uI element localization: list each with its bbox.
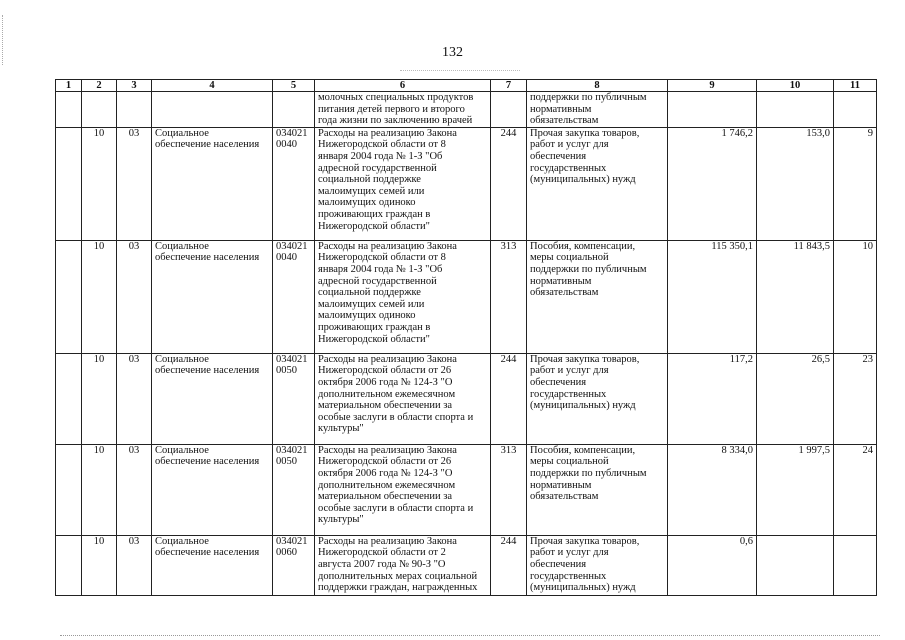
cell-description-text: Расходы на реализацию Закона Нижегородской области от 2 августа 2007 года № 90-З "О дополнительных мерах социальной поддержки граждан, награжденных [318,535,478,594]
cell-expense-type-text: Прочая закупка товаров, работ и услуг для обеспечения государственных (муниципальных) нужд [530,535,640,594]
cell-subsection [117,353,152,444]
cell-description [315,240,491,353]
cell-target-code [273,444,315,535]
cell-section-name-text: Социальное обеспечение населения [155,127,260,151]
cell-row-id [834,353,877,444]
cell-amount [668,353,757,444]
cell-section-name-text: Социальное обеспечение населения [155,240,260,264]
cell-expense-code [491,240,527,353]
cell-amount-2-text: 11 843,5 [793,240,830,252]
scan-artifact-top [400,70,520,72]
cell-target-code [273,353,315,444]
cell-section-text: 10 [93,353,105,365]
table-row [56,444,877,535]
cell-col1 [56,444,82,535]
cell-amount-text: 117,2 [729,353,753,365]
cell-target-code [273,535,315,595]
header-row [56,80,877,92]
cell-amount-text: 1 746,2 [721,127,753,139]
cell-subsection [117,535,152,595]
col-header-11: 11 [834,80,877,92]
cell-target-code [273,127,315,240]
cell-expense-type [527,240,668,353]
cell-expense-type [527,444,668,535]
cell-target-code [273,240,315,353]
cell-amount-2 [757,444,834,535]
cell-expense-code [491,535,527,595]
table-row [56,535,877,595]
cell-section-name-text: Социальное обеспечение населения [155,535,260,559]
cell-section-name [152,240,273,353]
table-row [56,127,877,240]
cell-section-name [152,353,273,444]
cell-expense-code-text: 244 [500,535,517,547]
cell-subsection-text: 03 [128,444,140,456]
cell-target-code-text: 034021 0040 [276,127,308,151]
cell-amount-text: 0,6 [739,535,753,547]
table-row [56,240,877,353]
cell-amount-2 [757,127,834,240]
cell-expense-code [491,353,527,444]
cell-section [82,353,117,444]
carryover-expense-type [527,92,668,128]
col-header-9: 9 [668,80,757,92]
cell-expense-type-text: Пособия, компенсации, меры социальной поддержки по публичным нормативным обязательствам [530,240,647,299]
cell-section-text: 10 [93,535,105,547]
carryover-description-text: молочных специальных продуктов питания детей первого и второго года жизни по заключению врачей [318,92,474,127]
cell-row-id-text: 24 [862,444,873,456]
cell-col1 [56,127,82,240]
col-header-1: 1 [56,80,82,92]
cell-description [315,127,491,240]
page-number: 132 [442,45,463,60]
cell-amount-2-text: 153,0 [806,127,830,139]
cell-subsection [117,240,152,353]
cell-expense-code-text: 313 [500,240,517,252]
cell-expense-code-text: 244 [500,353,517,365]
cell-row-id [834,127,877,240]
cell-section-text: 10 [93,444,105,456]
carryover-cell [491,92,527,128]
budget-table [55,79,877,596]
cell-subsection-text: 03 [128,240,140,252]
cell-subsection [117,444,152,535]
cell-expense-type-text: Пособия, компенсации, меры социальной поддержки по публичным нормативным обязательствам [530,444,647,503]
cell-section [82,127,117,240]
carryover-description [315,92,491,128]
cell-subsection-text: 03 [128,127,140,139]
cell-expense-code [491,444,527,535]
carryover-cell [56,92,82,128]
cell-expense-type-text: Прочая закупка товаров, работ и услуг для обеспечения государственных (муниципальных) нужд [530,353,640,412]
col-header-2: 2 [82,80,117,92]
cell-amount-2-text: 26,5 [811,353,830,365]
cell-amount [668,444,757,535]
cell-subsection [117,127,152,240]
cell-section-name [152,444,273,535]
cell-section [82,444,117,535]
cell-col1 [56,535,82,595]
cell-amount-2 [757,535,834,595]
cell-col1 [56,353,82,444]
cell-description [315,444,491,535]
carryover-row [56,92,877,128]
carryover-cell [152,92,273,128]
cell-expense-code [491,127,527,240]
cell-subsection-text: 03 [128,353,140,365]
col-header-4: 4 [152,80,273,92]
cell-expense-type [527,535,668,595]
carryover-cell [668,92,757,128]
cell-expense-type [527,127,668,240]
cell-row-id-text: 10 [862,240,873,252]
cell-section-name [152,127,273,240]
carryover-cell [117,92,152,128]
scan-artifact-bottom [60,635,880,637]
carryover-cell [757,92,834,128]
cell-expense-code-text: 244 [500,127,517,139]
carryover-cell [834,92,877,128]
cell-target-code-text: 034021 0040 [276,240,308,264]
cell-section-name-text: Социальное обеспечение населения [155,353,260,377]
cell-description-text: Расходы на реализацию Закона Нижегородской области от 26 октября 2006 года № 124-З "О дополнительном ежемесячном материальном обеспечении за особые заслуги в области спорта и культуры" [318,353,474,435]
cell-amount [668,535,757,595]
cell-target-code-text: 034021 0050 [276,444,308,468]
carryover-cell [82,92,117,128]
cell-section-text: 10 [93,240,105,252]
cell-expense-code-text: 313 [500,444,517,456]
cell-amount-2 [757,240,834,353]
cell-col1 [56,240,82,353]
cell-expense-type [527,353,668,444]
carryover-expense-type-text: поддержки по публичным нормативным обязательствам [530,92,647,127]
cell-target-code-text: 034021 0050 [276,353,308,377]
cell-row-id-text: 23 [862,353,873,365]
cell-section [82,535,117,595]
cell-row-id-text: 9 [867,127,873,139]
cell-section [82,240,117,353]
col-header-7: 7 [491,80,527,92]
table-row [56,353,877,444]
cell-amount [668,127,757,240]
cell-row-id [834,535,877,595]
cell-section-name-text: Социальное обеспечение населения [155,444,260,468]
cell-amount-text: 115 350,1 [711,240,753,252]
cell-description-text: Расходы на реализацию Закона Нижегородской области от 26 октября 2006 года № 124-З "О дополнительном ежемесячном материальном обеспечении за особые заслуги в области спорта и культуры" [318,444,474,526]
cell-amount-text: 8 334,0 [721,444,753,456]
cell-amount [668,240,757,353]
carryover-cell [273,92,315,128]
col-header-3: 3 [117,80,152,92]
table-body [56,127,877,595]
cell-row-id [834,444,877,535]
cell-amount-2 [757,353,834,444]
cell-target-code-text: 034021 0060 [276,535,308,559]
cell-expense-type-text: Прочая закупка товаров, работ и услуг для обеспечения государственных (муниципальных) нужд [530,127,640,186]
cell-subsection-text: 03 [128,535,140,547]
cell-amount-2-text: 1 997,5 [798,444,830,456]
col-header-6: 6 [315,80,491,92]
cell-description [315,353,491,444]
cell-row-id [834,240,877,353]
cell-description-text: Расходы на реализацию Закона Нижегородской области от 8 января 2004 года № 1-З "Об адресной государственной социальной поддержке малоимущих семей или малоимущих одиноко проживающих граждан в Нижегородской области" [318,240,457,345]
col-header-5: 5 [273,80,315,92]
col-header-10: 10 [757,80,834,92]
cell-description-text: Расходы на реализацию Закона Нижегородской области от 8 января 2004 года № 1-З "Об адресной государственной социальной поддержке малоимущих семей или малоимущих одиноко проживающих граждан в Нижегородской области" [318,127,457,232]
col-header-8: 8 [527,80,668,92]
cell-section-name [152,535,273,595]
cell-description [315,535,491,595]
cell-section-text: 10 [93,127,105,139]
